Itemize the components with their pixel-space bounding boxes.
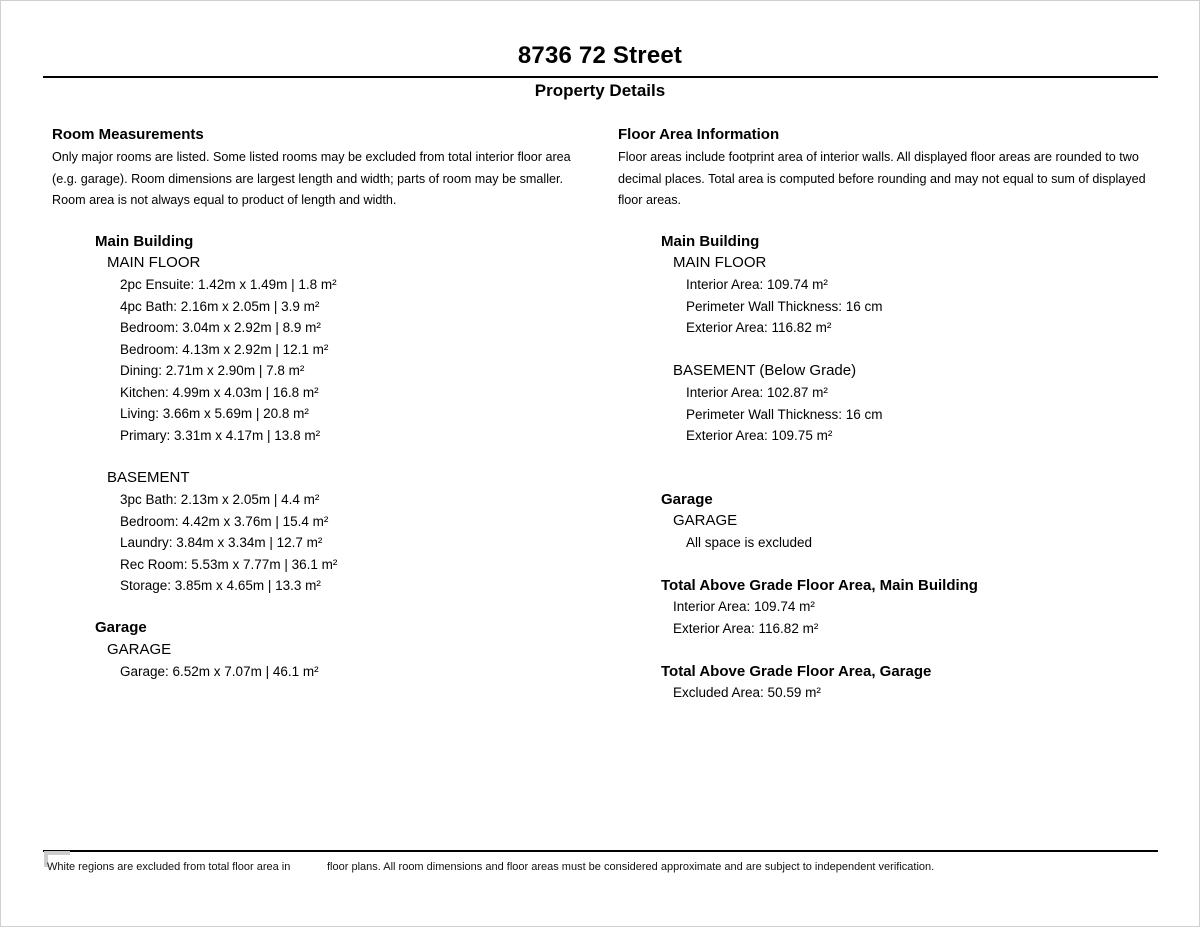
area-line: Perimeter Wall Thickness: 16 cm — [686, 406, 883, 422]
building-name: Garage — [661, 491, 713, 508]
floor-name: BASEMENT (Below Grade) — [673, 362, 857, 379]
room-line: 4pc Bath: 2.16m x 2.05m | 3.9 m² — [120, 298, 320, 314]
room-line: Bedroom: 4.42m x 3.76m | 15.4 m² — [120, 513, 329, 529]
building-name: Garage — [95, 619, 147, 636]
room-measurements-heading: Room Measurements — [52, 126, 204, 143]
building-name: Main Building — [95, 233, 194, 250]
room-line: Storage: 3.85m x 4.65m | 13.3 m² — [120, 578, 321, 593]
floor-name: BASEMENT — [107, 469, 190, 486]
footer-disclaimer-left: White regions are excluded from total floor area in — [47, 861, 291, 873]
area-line: Interior Area: 109.74 m² — [673, 599, 815, 614]
room-line: Bedroom: 4.13m x 2.92m | 12.1 m² — [120, 341, 329, 357]
floor-name: MAIN FLOOR — [673, 254, 767, 271]
area-line: Perimeter Wall Thickness: 16 cm — [686, 298, 883, 314]
room-line: Garage: 6.52m x 7.07m | 46.1 m² — [120, 664, 319, 679]
area-line: Excluded Area: 50.59 m² — [673, 685, 821, 700]
room-line: 2pc Ensuite: 1.42m x 1.49m | 1.8 m² — [120, 277, 337, 292]
floor-name: GARAGE — [673, 512, 738, 529]
room-line: Kitchen: 4.99m x 4.03m | 16.8 m² — [120, 384, 319, 400]
room-line: Primary: 3.31m x 4.17m | 13.8 m² — [120, 427, 321, 443]
total-heading: Total Above Grade Floor Area, Garage — [661, 663, 932, 680]
room-line: 3pc Bath: 2.13m x 2.05m | 4.4 m² — [120, 492, 320, 507]
area-line: Interior Area: 102.87 m² — [686, 385, 828, 400]
room-measurements-description: Only major rooms are listed. Some listed rooms may be excluded from total interior floor area (e.g. garage). Room dimensions are largest length and width; parts of room may be smaller. Room area is not always equal to product of length and width. — [52, 150, 571, 207]
footer-disclaimer-right: floor plans. All room dimensions and floor areas must be considered approximate and are subject to independent verification. — [327, 861, 935, 873]
area-line: Exterior Area: 116.82 m² — [673, 621, 819, 636]
floor-area-description: Floor areas include footprint area of interior walls. All displayed floor areas are rounded to two decimal places. Total area is computed before rounding and may not equal to sum of displayed floor areas. — [618, 150, 1146, 207]
area-line: Interior Area: 109.74 m² — [686, 277, 828, 292]
floor-name: MAIN FLOOR — [107, 254, 201, 271]
room-line: Living: 3.66m x 5.69m | 20.8 m² — [120, 406, 309, 421]
floor-name: GARAGE — [107, 641, 172, 658]
room-line: Bedroom: 3.04m x 2.92m | 8.9 m² — [120, 320, 321, 335]
area-line: Exterior Area: 109.75 m² — [686, 428, 833, 443]
room-measurements-section — [52, 125, 592, 212]
room-line: Dining: 2.71m x 2.90m | 7.8 m² — [120, 363, 305, 378]
page-subtitle: Property Details — [534, 81, 666, 100]
floor-area-heading: Floor Area Information — [618, 126, 780, 143]
room-line: Rec Room: 5.53m x 7.77m | 36.1 m² — [120, 556, 338, 572]
footer-divider — [43, 850, 1158, 852]
area-line: All space is excluded — [686, 535, 813, 550]
page-title: 8736 72 Street — [517, 42, 683, 69]
area-line: Exterior Area: 116.82 m² — [686, 320, 832, 335]
total-heading: Total Above Grade Floor Area, Main Building — [661, 577, 978, 594]
floor-area-section — [618, 125, 1173, 212]
room-line: Laundry: 3.84m x 3.34m | 12.7 m² — [120, 535, 323, 550]
building-name: Main Building — [661, 233, 760, 250]
title-divider — [43, 76, 1158, 78]
